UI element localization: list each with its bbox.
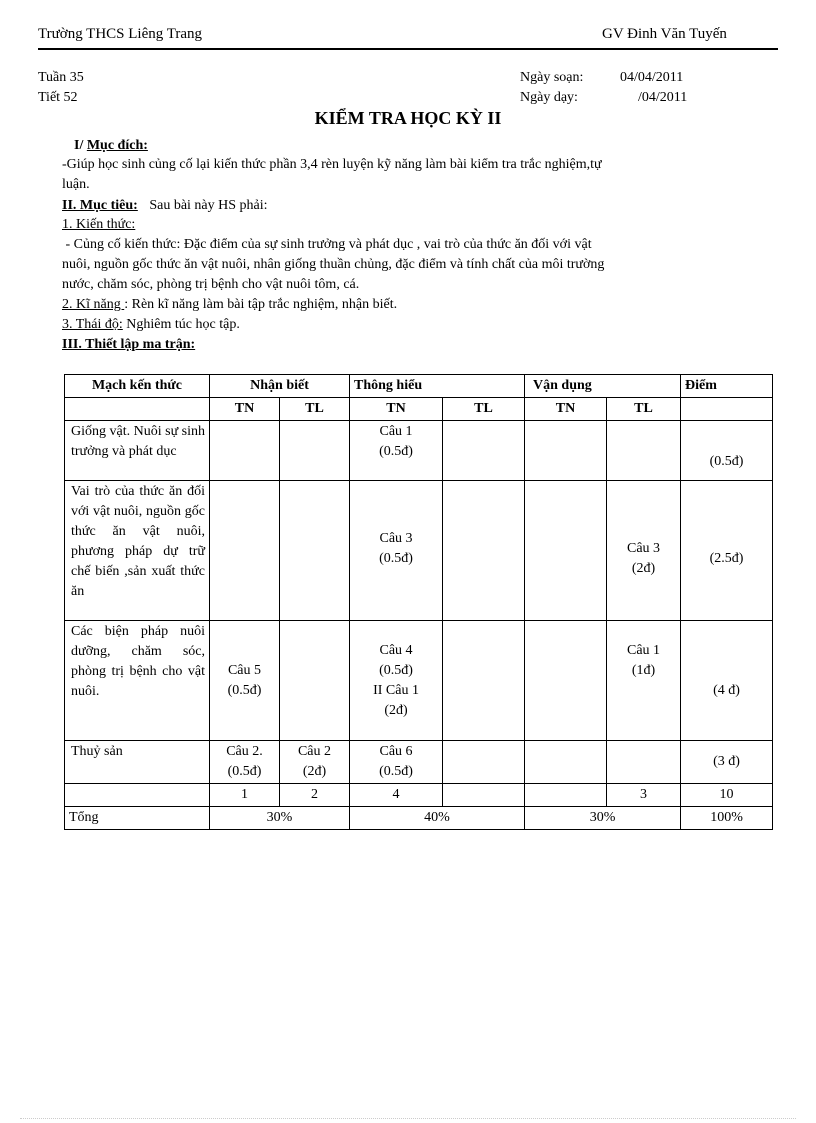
total-recognize: 30% [210, 807, 350, 830]
week-label: Tuần 35 [38, 70, 84, 85]
teach-date-label: Ngày dạy: [520, 90, 578, 105]
cell-vd-tn [525, 621, 607, 741]
cell-th-tn [350, 741, 443, 784]
count-vd-tl: 3 [607, 784, 681, 807]
cell-vd-tn [525, 481, 607, 621]
cell-line: (1đ) [631, 663, 656, 678]
cell-score: (2.5đ) [681, 481, 773, 621]
cell-line: Câu 5 [227, 663, 262, 678]
total-score: 100% [681, 807, 773, 830]
table-row [65, 621, 773, 741]
cell-line: Câu 1 [379, 424, 413, 439]
count-nb-tn: 1 [210, 784, 280, 807]
total-understand: 40% [350, 807, 525, 830]
table-row [65, 421, 773, 481]
cell-line: Câu 6 [379, 744, 413, 759]
cell-nb-tn [210, 421, 280, 481]
cell-line: Câu 4 [379, 643, 413, 658]
cell-line: (0.5đ) [379, 444, 413, 459]
cell-th-tl [443, 481, 525, 621]
cell-line: (2đ) [631, 561, 656, 576]
count-th-tn: 4 [350, 784, 443, 807]
knowledge-matrix-table [64, 374, 773, 830]
page-bottom-divider [20, 1118, 796, 1119]
cell-line: (0.5đ) [379, 551, 413, 566]
row-topic: Vai trò của thức ăn đối với vật nuôi, nguồn gốc thức ăn vật nuôi, phương pháp dự trữ chế biến ,sản xuất thức ăn [65, 481, 210, 621]
row-topic: Giống vật. Nuôi sự sinh trưởng và phát dục [65, 421, 210, 481]
cell-line: Câu 2. [226, 744, 263, 759]
cell-nb-tn [210, 481, 280, 621]
count-row [65, 784, 773, 807]
table-row [65, 741, 773, 784]
cell-th-tl [443, 621, 525, 741]
cell-nb-tn [210, 741, 280, 784]
cell-vd-tn [525, 741, 607, 784]
prep-date-label: Ngày soạn: [520, 70, 584, 85]
cell-vd-tl [607, 741, 681, 784]
section1-number: I/ [74, 138, 84, 153]
subheader-tn: TN [210, 398, 280, 421]
section1-line2: luận. [62, 177, 90, 192]
prep-date-value: 04/04/2011 [620, 70, 684, 85]
attitude-label: 3. Thái độ: [62, 317, 123, 332]
row-topic: Thuỷ sản [65, 741, 210, 784]
section2-intro: Sau bài này HS phải: [149, 198, 268, 213]
cell-vd-tl [607, 421, 681, 481]
teacher-name: GV Đinh Văn Tuyến [602, 26, 727, 42]
cell-nb-tl [280, 621, 350, 741]
subheader-tl: TL [443, 398, 525, 421]
cell-line: Câu 3 [379, 531, 413, 546]
skill-label: 2. Kĩ năng [62, 297, 125, 312]
knowledge-line3: nước, chăm sóc, phòng trị bệnh cho vật nuôi tôm, cá. [62, 277, 360, 292]
count-nb-tl: 2 [280, 784, 350, 807]
row-topic: Các biện pháp nuôi dưỡng, chăm sóc, phòng trị bệnh cho vật nuôi. [65, 621, 210, 741]
attitude-text: Nghiêm túc học tập. [122, 317, 240, 332]
subheader-tn: TN [525, 398, 607, 421]
cell-line: Câu 3 [626, 541, 661, 556]
page-title: KIỂM TRA HỌC KỲ II [314, 108, 502, 128]
header-topic: Mạch kến thức [65, 375, 210, 398]
cell-vd-tl [607, 481, 681, 621]
cell-line: (0.5đ) [379, 663, 413, 678]
cell-nb-tn [210, 621, 280, 741]
header-recognize: Nhận biết [210, 375, 350, 398]
cell-vd-tl [607, 621, 681, 741]
cell-line: (0.5đ) [227, 683, 262, 698]
knowledge-line2: nuôi, nguồn gốc thức ăn vật nuôi, nhân giống thuần chủng, đặc điểm và tính chất của môi trường [62, 257, 605, 272]
cell-th-tl [443, 421, 525, 481]
subheader-tn: TN [350, 398, 443, 421]
cell-vd-tn [525, 421, 607, 481]
cell-nb-tl [280, 481, 350, 621]
subheader-tl: TL [607, 398, 681, 421]
header-score: Điểm [681, 375, 773, 398]
cell-line: (0.5đ) [379, 764, 413, 779]
cell-nb-tl [280, 741, 350, 784]
cell-line: Câu 1 [626, 643, 661, 658]
table-row [65, 481, 773, 621]
header-understand: Thông hiểu [350, 375, 525, 398]
cell-th-tl [443, 741, 525, 784]
teach-date-value: /04/2011 [638, 90, 688, 105]
header-divider [38, 48, 778, 50]
section1-line1: -Giúp học sinh củng cố lại kiến thức phần 3,4 rèn luyện kỹ năng làm bài kiểm tra trắc nghiệm,tự [62, 157, 602, 172]
count-score: 10 [681, 784, 773, 807]
cell-line: (0.5đ) [227, 764, 262, 779]
count-th-tl [443, 784, 525, 807]
section3-heading: III. Thiết lập ma trận: [62, 337, 196, 352]
skill-line [62, 295, 397, 315]
attitude-line [62, 315, 240, 335]
total-label: Tổng [65, 807, 210, 830]
cell-nb-tl [280, 421, 350, 481]
cell-th-tn [350, 621, 443, 741]
section2-title: II. Mục tiêu: [62, 198, 138, 213]
knowledge-label: 1. Kiến thức: [62, 217, 136, 232]
knowledge-line1: - Củng cố kiến thức: Đặc điểm của sự sinh trưởng và phát dục , vai trò của thức ăn đối với vật [62, 237, 592, 252]
cell-line: (2đ) [384, 703, 408, 718]
total-apply: 30% [525, 807, 681, 830]
header-apply: Vận dụng [525, 375, 681, 398]
header-row [65, 375, 773, 398]
total-row [65, 807, 773, 830]
cell-line: Câu 2 [297, 744, 332, 759]
count-vd-tn [525, 784, 607, 807]
school-name: Trường THCS Liêng Trang [38, 26, 203, 42]
cell-score: (3 đ) [681, 741, 773, 784]
cell-score: (0.5đ) [681, 421, 773, 481]
section1-title: Mục đích: [86, 138, 148, 153]
period-label: Tiết 52 [38, 90, 78, 105]
cell-th-tn [350, 421, 443, 481]
section2-heading [62, 196, 268, 216]
skill-text: : Rèn kĩ năng làm bài tập trắc nghiệm, nhận biết. [124, 297, 398, 312]
cell-score: (4 đ) [681, 621, 773, 741]
cell-line: II Câu 1 [373, 683, 419, 698]
cell-line: (2đ) [302, 764, 327, 779]
subheader-empty [65, 398, 210, 421]
subheader-empty [681, 398, 773, 421]
cell-th-tn [350, 481, 443, 621]
count-empty [65, 784, 210, 807]
section1-heading [74, 136, 148, 156]
subheader-row [65, 398, 773, 421]
subheader-tl: TL [280, 398, 350, 421]
